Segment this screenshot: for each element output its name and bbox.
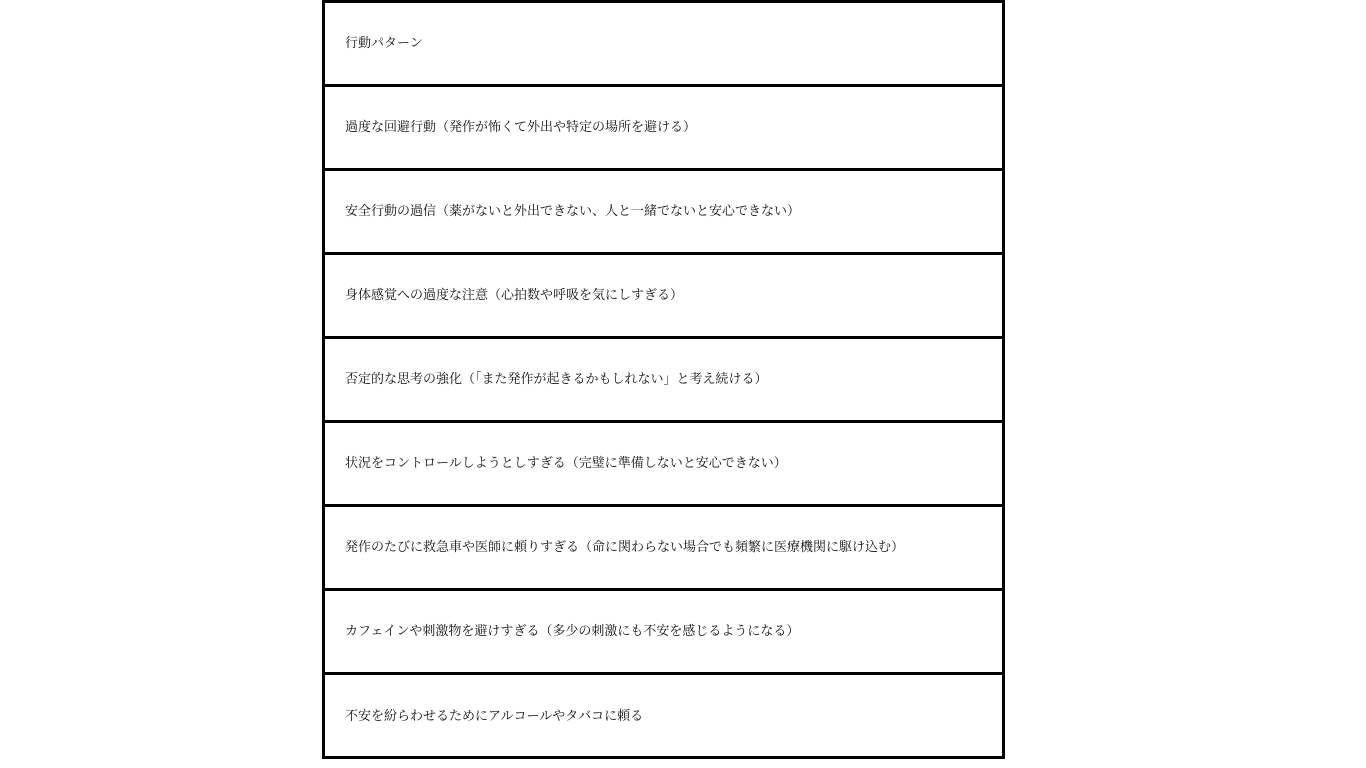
- table-row: [325, 87, 1002, 171]
- table-header-row: [325, 3, 1002, 87]
- table-row: [325, 171, 1002, 255]
- table-row: [325, 675, 1002, 758]
- table-header-cell: 行動パターン: [345, 36, 423, 51]
- table-row: [325, 507, 1002, 591]
- table-cell: 状況をコントロールしようとしすぎる（完璧に準備しないと安心できない）: [345, 456, 787, 471]
- table-cell: 否定的な思考の強化（「また発作が起きるかもしれない」と考え続ける）: [345, 372, 768, 387]
- table-cell: 安全行動の過信（薬がないと外出できない、人と一緒でないと安心できない）: [345, 204, 801, 219]
- table-cell: 過度な回避行動（発作が怖くて外出や特定の場所を避ける）: [345, 120, 697, 135]
- table-cell: カフェインや刺激物を避けすぎる（多少の刺激にも不安を感じるようになる）: [345, 624, 800, 639]
- table-cell: 発作のたびに救急車や医師に頼りすぎる（命に関わらない場合でも頻繁に医療機関に駆け込む）: [345, 540, 905, 555]
- table-row: [325, 255, 1002, 339]
- behavior-pattern-table: [322, 0, 1005, 759]
- table-row: [325, 339, 1002, 423]
- table-cell: 身体感覚への過度な注意（心拍数や呼吸を気にしすぎる）: [345, 288, 684, 303]
- table-row: [325, 423, 1002, 507]
- table-cell: 不安を紛らわせるためにアルコールやタバコに頼る: [345, 709, 644, 724]
- table-row: [325, 591, 1002, 675]
